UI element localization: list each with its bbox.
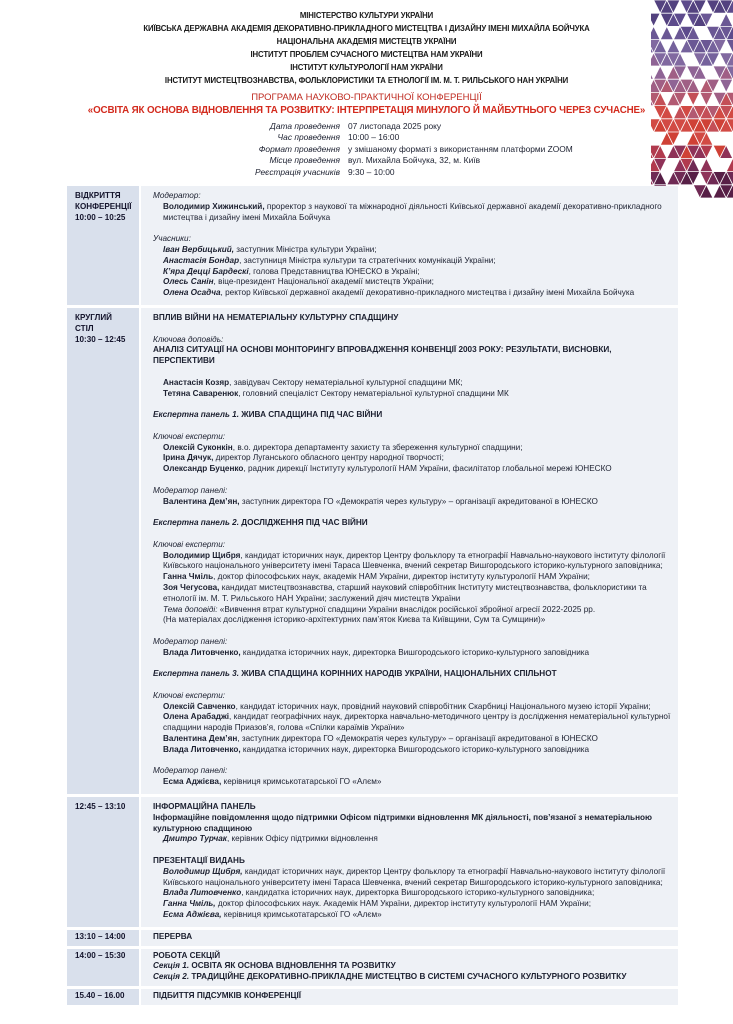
content-line: [153, 277, 672, 288]
detail-row: [0, 155, 733, 166]
program-label: ПРОГРАМА НАУКОВО-ПРАКТИЧНОЇ КОНФЕРЕНЦІЇ: [251, 92, 482, 103]
text-span: кандидатка історичних наук, директорка Вишгородського історико-культурного заповідника: [240, 744, 590, 754]
institution-line: КИЇВСЬКА ДЕРЖАВНА АКАДЕМІЯ ДЕКОРАТИВНО-ПРИКЛАДНОГО МИСТЕЦТВА І ДИЗАЙНУ ІМЕНІ МИХАЙЛА БОЙЧУКА: [143, 24, 590, 33]
text-span: , голова Представництва ЮНЕСКО в Україні;: [248, 266, 420, 276]
text-span: Експертна панель 2.: [153, 518, 239, 528]
time-label: 13:10 – 14:00: [75, 931, 126, 941]
content-cell: [141, 186, 678, 305]
content-line: [153, 961, 672, 972]
text-span: ІНФОРМАЦІЙНА ПАНЕЛЬ: [153, 802, 256, 812]
text-span: ПІДБИТТЯ ПІДСУМКІВ КОНФЕРЕНЦІЇ: [153, 991, 302, 1001]
text-span: Ірина Дячук,: [163, 453, 214, 463]
text-span: Ганна Чміль: [163, 572, 214, 582]
content-line: [153, 432, 672, 443]
time-label: 14:00 – 15:30: [75, 950, 126, 960]
detail-label: Місце проведення: [269, 155, 340, 166]
detail-row: [0, 144, 733, 155]
text-span: Зоя Чегусова,: [163, 582, 220, 592]
text-span: Ключові експерти:: [153, 431, 226, 441]
text-span: АНАЛІЗ СИТУАЦІЇ НА ОСНОВІ МОНІТОРИНГУ ВПРОВАДЖЕННЯ КОНВЕНЦІЇ 2003 РОКУ: РЕЗУЛЬТАТИ, ВИСНОВКИ, ПЕРСПЕКТИВИ: [153, 345, 612, 366]
content-line: [153, 256, 672, 267]
text-span: Володимир Щибря: [163, 550, 241, 560]
text-span: Валентина Дем’ян: [163, 734, 238, 744]
schedule-table: [67, 186, 678, 1005]
content-line: [153, 202, 672, 224]
time-label: 12:45 – 13:10: [75, 802, 126, 812]
text-span: Модератор панелі:: [153, 636, 228, 646]
content-line: [153, 453, 672, 464]
content-line: [153, 529, 672, 540]
detail-label: Реєстрація учасників: [255, 166, 340, 177]
content-cell: [141, 989, 678, 1005]
text-span: , головний спеціаліст Сектору нематеріальної культурної спадщини МК: [238, 388, 509, 398]
content-line: [153, 680, 672, 691]
content-line: [153, 605, 672, 616]
text-span: директор Луганського обласного центру народної творчості;: [213, 453, 444, 463]
institution-line: ІНСТИТУТ ПРОБЛЕМ СУЧАСНОГО МИСТЕЦТВА НАМ УКРАЇНИ: [250, 50, 483, 59]
text-span: проректор з наукової та міжнародної діяльності Київської державної академії декоративно-прикладного мистецтва і дизайну імені Михайла Бойчука: [163, 201, 662, 222]
text-span: кандидат історичних наук, директор Центру фольклору та етнографії Навчально-наукового інституту філології Київського національного університету імені Тараса Шевченка, вчений секретар Вишгородського історико-культурного заповідника;: [163, 866, 666, 887]
schedule-row: [67, 930, 678, 946]
text-span: Тема доповіді:: [163, 604, 218, 614]
text-span: Ключові експерти:: [153, 690, 226, 700]
text-span: , радник дирекції Інституту культурології НАМ України, фасилітатор глобальної мережі ЮНЕСКО: [243, 464, 612, 474]
detail-label: Час проведення: [277, 132, 340, 143]
content-line: [153, 637, 672, 648]
text-span: Ганна Чміль,: [163, 899, 216, 909]
institution-line: НАЦІОНАЛЬНА АКАДЕМІЯ МИСТЕЦТВ УКРАЇНИ: [276, 37, 457, 46]
content-line: [153, 867, 672, 889]
content-line: [153, 856, 672, 867]
time-label: СТІЛ: [75, 323, 94, 333]
text-span: керівниця кримськотатарської ГО «Алєм»: [221, 910, 382, 920]
text-span: , доктор філософських наук, академік НАМ України, директор інституту культурології НАМ України;: [213, 572, 590, 582]
content-line: [153, 972, 672, 983]
content-line: [153, 399, 672, 410]
text-span: Анастасія Бондар: [163, 255, 240, 265]
content-line: [153, 583, 672, 605]
text-span: Олексій Суконкін: [163, 442, 233, 452]
text-span: К’яра Децці Бардескі: [163, 266, 249, 276]
text-span: Секція 2.: [153, 972, 190, 982]
detail-label: Дата проведення: [269, 121, 340, 131]
content-line: [153, 669, 672, 680]
content-line: [153, 378, 672, 389]
text-span: ОСВІТА ЯК ОСНОВА ВІДНОВЛЕННЯ ТА РОЗВИТКУ: [189, 961, 396, 971]
schedule-row: [67, 989, 678, 1005]
time-cell: [67, 797, 139, 927]
text-span: Модератор:: [153, 191, 201, 201]
text-span: Олесь Санін: [163, 277, 214, 287]
text-span: (На матеріалах дослідження історико-архітектурних пам’яток Києва та Київщини, Сум та Сумщини)»: [163, 615, 546, 625]
content-line: [153, 745, 672, 756]
content-cell: [141, 930, 678, 946]
content-line: [153, 572, 672, 583]
detail-row: [0, 167, 733, 178]
text-span: , заступник директора ГО «Демократія через культуру» – організації акредитованої в ЮНЕСКО: [237, 734, 598, 744]
time-cell: [67, 989, 139, 1005]
content-cell: [141, 308, 678, 794]
text-span: Дмитро Турчак: [163, 834, 227, 844]
details-block: [0, 121, 733, 178]
content-line: [153, 802, 672, 813]
content-line: [153, 464, 672, 475]
schedule-row: [67, 797, 678, 927]
content-line: [153, 932, 672, 943]
text-span: Олексій Савченко: [163, 701, 236, 711]
text-span: Олександр Буценко: [163, 464, 244, 474]
text-span: Експертна панель 3.: [153, 669, 239, 679]
detail-value: 10:00 – 16:00: [348, 132, 400, 143]
text-span: Валентина Дем’ян,: [163, 496, 240, 506]
text-span: «Вивчення втрат культурної спадщини України внаслідок російської збройної агресії 2022-2025 рр.: [217, 604, 596, 614]
time-label: 15.40 – 16.00: [75, 991, 125, 1001]
content-line: [153, 245, 672, 256]
text-span: , керівник Офісу підтримки відновлення: [226, 834, 378, 844]
content-line: [153, 335, 672, 346]
text-span: Учасники:: [153, 234, 191, 244]
content-line: [153, 702, 672, 713]
content-line: [153, 813, 672, 835]
text-span: , віце-президент Національної академії мистецтв України;: [213, 277, 434, 287]
content-line: [153, 507, 672, 518]
content-line: [153, 615, 672, 626]
text-span: ЖИВА СПАДЩИНА КОРІННИХ НАРОДІВ УКРАЇНИ, НАЦІОНАЛЬНИХ СПІЛЬНОТ: [239, 669, 557, 679]
content-line: [153, 888, 672, 899]
content-line: [153, 518, 672, 529]
text-span: Есма Аджієва,: [163, 910, 222, 920]
detail-row: [0, 132, 733, 143]
text-span: доктор філософських наук. Академік НАМ України, директор інституту культурології НАМ України;: [215, 899, 591, 909]
detail-value: у змішаному форматі з використанням платформи ZOOM: [348, 143, 573, 154]
time-label: 10:00 – 10:25: [75, 212, 126, 222]
text-span: Тетяна Саваренюк: [163, 388, 239, 398]
detail-row: [0, 121, 733, 132]
text-span: , кандидат історичних наук, директор Центру фольклору та етнографії Навчально-наукового інституту філології Київського національного університету імені Тараса Шевченка, вчений секретар Вишгородського історико-культурного заповідника;: [163, 550, 666, 571]
text-span: Олена Арабаджі: [163, 712, 230, 722]
text-span: Ключова доповідь:: [153, 334, 224, 344]
content-line: [153, 648, 672, 659]
content-line: [153, 324, 672, 335]
content-line: [153, 659, 672, 670]
text-span: ТРАДИЦІЙНЕ ДЕКОРАТИВНО-ПРИКЛАДНЕ МИСТЕЦТВО В СИСТЕМІ СУЧАСНОГО КУЛЬТУРНОГО РОЗВИТКУ: [189, 972, 627, 982]
text-span: Іван Вербицький,: [163, 245, 235, 255]
text-span: , ректор Київської державної академії декоративно-прикладного мистецтва і дизайну імені Михайла Бойчука: [220, 288, 635, 298]
text-span: Експертна панель 1.: [153, 410, 239, 420]
institution-line: ІНСТИТУТ КУЛЬТУРОЛОГІЇ НАМ УКРАЇНИ: [290, 63, 443, 72]
time-label: КОНФЕРЕНЦІЇ: [75, 201, 132, 211]
content-line: [153, 223, 672, 234]
content-line: [153, 834, 672, 845]
content-line: [153, 421, 672, 432]
detail-value: 9:30 – 10:00: [348, 166, 395, 177]
content-line: [153, 367, 672, 378]
content-line: [153, 389, 672, 400]
time-label: КРУГЛИЙ: [75, 313, 112, 322]
text-span: ВПЛИВ ВІЙНИ НА НЕМАТЕРІАЛЬНУ КУЛЬТУРНУ СПАДЩИНУ: [153, 313, 399, 322]
text-span: Влада Литовченко,: [163, 647, 241, 657]
content-cell: [141, 949, 678, 986]
text-span: ПРЕЗЕНТАЦІЇ ВИДАНЬ: [153, 856, 245, 866]
text-span: , завідувач Сектору нематеріальної культурної спадщини МК;: [229, 377, 463, 387]
detail-label: Формат проведення: [258, 143, 340, 154]
content-line: [153, 551, 672, 573]
detail-value: 07 листопада 2025 року: [348, 121, 442, 131]
text-span: Анастасія Козяр: [163, 377, 230, 387]
content-line: [153, 951, 672, 962]
text-span: Есма Аджієва,: [163, 777, 222, 787]
schedule-row: [67, 308, 678, 794]
content-line: [153, 313, 672, 324]
text-span: Олена Осадча: [163, 288, 221, 298]
content-line: [153, 234, 672, 245]
time-label: ВІДКРИТТЯ: [75, 191, 121, 201]
institution-line: ІНСТИТУТ МИСТЕЦТВОЗНАВСТВА, ФОЛЬКЛОРИСТИКИ ТА ЕТНОЛОГІЇ ІМ. М. Т. РИЛЬСЬКОГО НАН УКРАЇНИ: [164, 76, 569, 85]
time-label: 10:30 – 12:45: [75, 334, 126, 344]
institution-list: [0, 0, 733, 87]
text-span: , кандидат географічних наук, директорка навчально-методичного центру із дослідження нематеріальної культурної спадщини народів Приазов’я, голова «Спілки караїмів України»: [163, 712, 671, 733]
content-line: [153, 910, 672, 921]
text-span: керівниця кримськотатарської ГО «Алєм»: [221, 777, 382, 787]
text-span: ДОСЛІДЖЕННЯ ПІД ЧАС ВІЙНИ: [239, 518, 368, 528]
text-span: кандидат мистецтвознавства, старший науковий співробітник Інституту мистецтвознавства, фольклористики та етнології ім. М. Т. Рильського НАН України; заслужений діяч мистецтв України: [163, 582, 647, 603]
schedule-row: [67, 949, 678, 986]
content-line: [153, 443, 672, 454]
content-line: [153, 267, 672, 278]
time-cell: [67, 949, 139, 986]
content-line: [153, 410, 672, 421]
content-line: [153, 288, 672, 299]
content-line: [153, 626, 672, 637]
content-line: [153, 497, 672, 508]
content-line: [153, 845, 672, 856]
content-line: [153, 475, 672, 486]
text-span: заступник Міністра культури України;: [234, 245, 377, 255]
content-line: [153, 712, 672, 734]
content-line: [153, 766, 672, 777]
text-span: , заступниця Міністра культури та стратегічних комунікацій України;: [239, 255, 496, 265]
text-span: , в.о. директора департаменту захисту та збереження культурної спадщини;: [232, 442, 523, 452]
detail-value: вул. Михайла Бойчука, 32, м. Київ: [348, 155, 481, 166]
institution-line: МІНІСТЕРСТВО КУЛЬТУРИ УКРАЇНИ: [299, 11, 434, 20]
content-line: [153, 691, 672, 702]
text-span: кандидатка історичних наук, директорка Вишгородського історико-культурного заповідника: [240, 647, 590, 657]
content-line: [153, 540, 672, 551]
content-line: [153, 191, 672, 202]
content-line: [153, 756, 672, 767]
time-cell: [67, 186, 139, 305]
content-line: [153, 991, 672, 1002]
content-line: [153, 486, 672, 497]
content-line: [153, 345, 672, 367]
text-span: Влада Литовченко: [163, 888, 242, 898]
text-span: заступник директора ГО «Демократія через культуру» – організації акредитованої в ЮНЕСКО: [239, 496, 598, 506]
text-span: ПЕРЕРВА: [153, 931, 193, 941]
text-span: Володимир Хижинський,: [163, 201, 265, 211]
text-span: Секція 1.: [153, 961, 190, 971]
text-span: , кандидатка історичних наук, директорка Вишгородського історико-культурного заповідника;: [241, 888, 595, 898]
content-line: [153, 899, 672, 910]
schedule-row: [67, 186, 678, 305]
text-span: Влада Литовченко,: [163, 744, 241, 754]
text-span: , кандидат історичних наук, провідний науковий співробітник Скарбниці Національного музею історії України;: [235, 701, 651, 711]
text-span: Володимир Щибря,: [163, 866, 243, 876]
time-cell: [67, 308, 139, 794]
time-cell: [67, 930, 139, 946]
content-line: [153, 777, 672, 788]
text-span: РОБОТА СЕКЦІЙ: [153, 950, 221, 960]
text-span: ЖИВА СПАДЩИНА ПІД ЧАС ВІЙНИ: [239, 410, 383, 420]
text-span: Інформаційне повідомлення щодо підтримки Офісом підтримки відновлення МК діяльності, пов’язаної з нематеріальною культурною спадщиною: [153, 812, 653, 833]
content-line: [153, 734, 672, 745]
text-span: Ключові експерти:: [153, 539, 226, 549]
content-cell: [141, 797, 678, 927]
text-span: Модератор панелі:: [153, 485, 228, 495]
conference-title: «ОСВІТА ЯК ОСНОВА ВІДНОВЛЕННЯ ТА РОЗВИТКУ: ІНТЕРПРЕТАЦІЯ МИНУЛОГО Й МАЙБУТНЬОГО ЧЕРЕЗ СУЧАСНЕ»: [87, 105, 646, 116]
text-span: Модератор панелі:: [153, 766, 228, 776]
